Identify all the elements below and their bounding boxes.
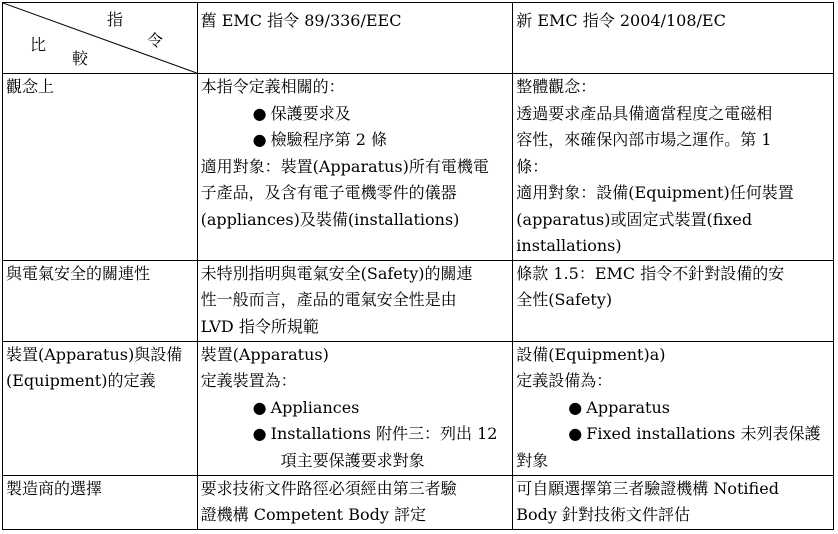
cell-text: 性一般而言，產品的電氣安全性是由 [200,290,457,309]
header-row [3,3,834,74]
list-item [568,421,833,448]
list-item [568,395,833,422]
cell-text: LVD 指令所規範 [200,316,319,336]
diag-char-bi: 比 [30,35,47,54]
list-item-text: Apparatus [586,397,670,417]
bullet-list [201,395,513,448]
old-directive-cell [197,341,513,475]
cell-text: 要求技術文件路徑必須經由第三者驗 [200,478,457,498]
cell-text: 子產品，及含有電子電機零件的儀器 [200,183,457,202]
bullet-list [201,101,513,154]
list-item-text: 保護要求及 [270,103,351,123]
cell-text: 定義設備為： [516,371,613,390]
old-directive-cell [197,475,513,529]
topic-label: 裝置(Apparatus)與設備 [6,344,183,364]
cell-text: 透過要求產品具備適當程度之電磁相 [516,103,773,123]
bullet-icon: ● [252,424,267,443]
topic-label: (Equipment)的定義 [6,371,156,390]
cell-text: (apparatus)或固定式裝置(fixed [516,209,753,229]
topic-cell [3,260,198,341]
diag-char-jiao: 較 [72,49,89,68]
new-directive-cell [513,341,834,475]
bullet-icon: ● [252,103,267,123]
new-directive-cell [513,475,834,529]
cell-text: 條款 1.5：EMC 指令不針對設備的安 [516,263,785,283]
topic-cell [3,74,198,261]
list-item [252,421,513,448]
list-item-text: Appliances [270,397,360,417]
cell-text: 定義裝置為： [200,371,297,390]
topic-label: 與電氣安全的關連性 [6,263,151,283]
topic-cell [3,475,198,529]
bullet-icon: ● [568,397,583,417]
old-directive-title: 舊 EMC 指令 89/336/EEC [200,11,402,30]
old-directive-header [197,3,513,74]
cell-text: 證機構 Competent Body 評定 [200,505,426,524]
cell-text: 適用對象：設備(Equipment)任何裝置 [516,183,794,202]
cell-text: 容性，來確保內部市場之運作。第 1 [516,130,772,149]
new-directive-header [513,3,834,74]
new-directive-title: 新 EMC 指令 2004/108/EC [516,11,726,30]
cell-text: 條： [516,156,549,176]
cell-text: 設備(Equipment)a) [516,344,666,364]
list-item [252,395,513,422]
list-item [252,127,513,154]
bullet-list [516,395,833,448]
diag-char-zhi: 指 [107,10,124,29]
emc-comparison-table [2,2,834,530]
cell-text: Body 針對技術文件評估 [516,505,691,524]
list-item-text: Installations 附件三：列出 12 [270,424,498,443]
topic-label: 製造商的選擇 [6,478,103,498]
old-directive-cell [197,74,513,261]
cell-text: 本指令定義相關的： [200,77,345,96]
table-row [3,475,834,529]
cell-text: 適用對象：裝置(Apparatus)所有電機電 [200,156,489,176]
table-row [3,74,834,261]
bullet-icon: ● [252,397,267,417]
cell-text: 裝置(Apparatus) [200,344,329,364]
cell-text: 項主要保護要求對象 [280,450,425,470]
cell-text: 對象 [516,450,549,470]
list-item [252,101,513,128]
cell-text: 整體觀念： [516,77,597,96]
topic-label: 觀念上 [6,77,55,96]
list-item-text: 檢驗程序第 2 條 [270,130,387,149]
cell-text: 未特別指明與電氣安全(Safety)的關連 [200,263,473,283]
new-directive-cell [513,74,834,261]
cell-text: (appliances)及裝備(installations) [200,209,460,229]
table-row [3,260,834,341]
list-item-text: Fixed installations 未列表保護 [586,424,821,443]
cell-text: 可自願選擇第三者驗證機構 Notified [516,478,779,498]
table-row [3,341,834,475]
bullet-icon: ● [568,424,583,443]
old-directive-cell [197,260,513,341]
topic-cell [3,341,198,475]
bullet-icon: ● [252,130,267,149]
diagonal-header-cell [3,3,198,74]
diag-char-ling: 令 [147,31,164,50]
new-directive-cell [513,260,834,341]
cell-text: installations) [516,236,622,255]
cell-text: 全性(Safety) [516,290,613,309]
